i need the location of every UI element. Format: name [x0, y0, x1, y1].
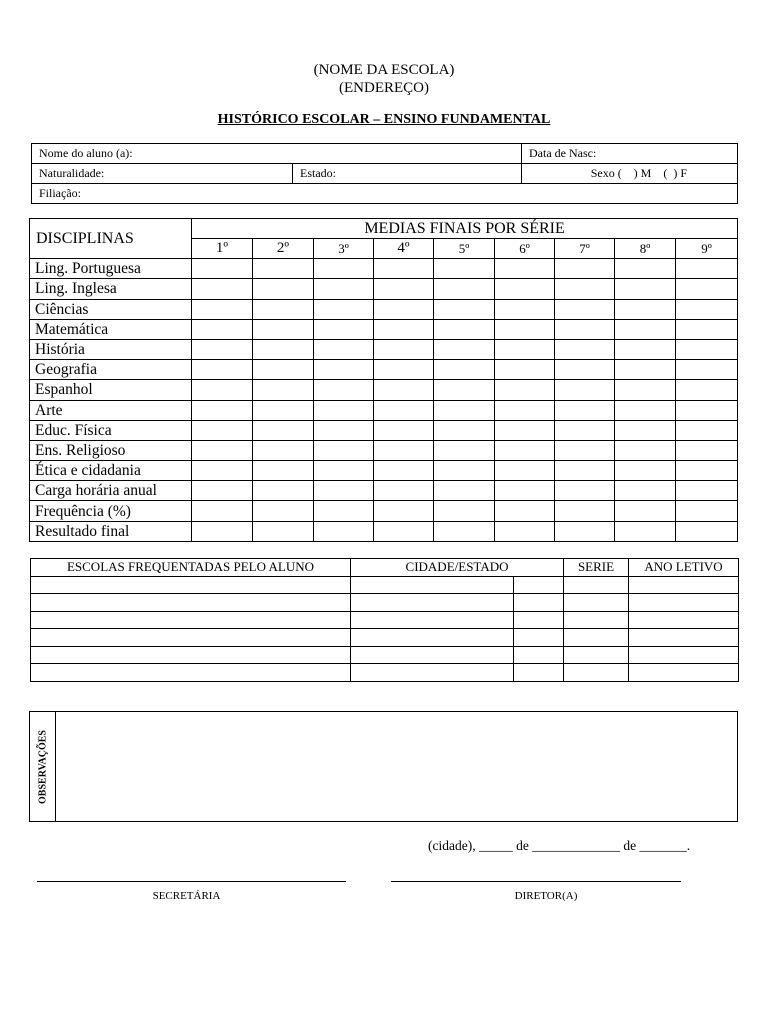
serie-header: 4º [374, 239, 434, 259]
grade-row [30, 299, 738, 319]
grade-row [30, 360, 738, 380]
grade-cell[interactable] [192, 360, 253, 380]
grade-cell[interactable] [434, 259, 495, 279]
grade-cell[interactable] [615, 521, 676, 541]
subject-label: Ciências [30, 299, 192, 319]
grade-cell[interactable] [615, 420, 676, 440]
grade-cell[interactable] [374, 501, 434, 521]
school-cell[interactable] [514, 576, 564, 594]
date-line: (cidade), _____ de _____________ de _______. [428, 838, 691, 853]
grade-cell[interactable] [374, 279, 434, 299]
grade-cell[interactable] [253, 440, 314, 460]
grade-cell[interactable] [676, 461, 738, 481]
secretaria-signature-line[interactable] [37, 881, 346, 882]
grade-cell[interactable] [253, 501, 314, 521]
estado-label: Estado: [300, 166, 336, 180]
grade-cell[interactable] [434, 521, 495, 541]
school-cell[interactable] [351, 629, 514, 647]
school-cell[interactable] [629, 594, 739, 612]
schools-header-ano: ANO LETIVO [629, 559, 739, 577]
grade-cell[interactable] [374, 259, 434, 279]
grade-cell[interactable] [253, 299, 314, 319]
grade-cell[interactable] [434, 380, 495, 400]
grade-cell[interactable] [555, 339, 615, 359]
document-title: HISTÓRICO ESCOLAR – ENSINO FUNDAMENTAL [217, 112, 551, 127]
grade-cell[interactable] [676, 400, 738, 420]
grade-cell[interactable] [434, 481, 495, 501]
school-name: (NOME DA ESCOLA) [313, 62, 455, 78]
serie-header: 7º [555, 239, 615, 259]
school-cell[interactable] [564, 646, 629, 664]
school-row [31, 664, 739, 682]
grade-cell[interactable] [615, 259, 676, 279]
grade-cell[interactable] [314, 461, 374, 481]
grade-cell[interactable] [676, 339, 738, 359]
grade-row [30, 420, 738, 440]
serie-header: 8º [615, 239, 676, 259]
grade-cell[interactable] [253, 279, 314, 299]
grade-cell[interactable] [192, 319, 253, 339]
grade-cell[interactable] [555, 420, 615, 440]
student-name-field[interactable] [32, 144, 522, 164]
school-cell[interactable] [31, 629, 351, 647]
grade-cell[interactable] [434, 339, 495, 359]
school-cell[interactable] [351, 646, 514, 664]
grade-cell[interactable] [314, 360, 374, 380]
grade-row [30, 481, 738, 501]
grade-cell[interactable] [676, 521, 738, 541]
filiacao-label: Filiação: [39, 186, 81, 200]
grade-cell[interactable] [192, 259, 253, 279]
grade-cell[interactable] [192, 279, 253, 299]
birth-date-label: Data de Nasc: [529, 146, 597, 160]
grade-cell[interactable] [434, 501, 495, 521]
school-row [31, 629, 739, 647]
grade-cell[interactable] [253, 420, 314, 440]
serie-header: 9º [676, 239, 738, 259]
grade-cell[interactable] [555, 501, 615, 521]
grade-cell[interactable] [374, 299, 434, 319]
grade-cell[interactable] [374, 360, 434, 380]
schools-header-cidade: CIDADE/ESTADO [351, 559, 564, 577]
grade-cell[interactable] [555, 380, 615, 400]
grade-cell[interactable] [495, 339, 555, 359]
subject-label: Ling. Portuguesa [30, 259, 192, 279]
secretaria-label: SECRETÁRIA [152, 890, 221, 902]
grade-row [30, 339, 738, 359]
grade-cell[interactable] [253, 481, 314, 501]
grade-cell[interactable] [615, 299, 676, 319]
grade-cell[interactable] [374, 440, 434, 460]
diretor-signature-line[interactable] [391, 881, 681, 882]
school-cell[interactable] [629, 629, 739, 647]
grade-cell[interactable] [192, 380, 253, 400]
school-cell[interactable] [629, 646, 739, 664]
serie-header: 1º [192, 239, 253, 259]
grade-cell[interactable] [615, 461, 676, 481]
grade-cell[interactable] [555, 440, 615, 460]
grade-cell[interactable] [192, 420, 253, 440]
grade-cell[interactable] [615, 501, 676, 521]
school-cell[interactable] [351, 664, 514, 682]
grade-cell[interactable] [374, 521, 434, 541]
subject-label: Matemática [30, 319, 192, 339]
grade-cell[interactable] [555, 360, 615, 380]
subject-label: Ética e cidadania [30, 461, 192, 481]
grade-cell[interactable] [676, 420, 738, 440]
grade-cell[interactable] [314, 259, 374, 279]
school-cell[interactable] [564, 594, 629, 612]
grade-cell[interactable] [253, 400, 314, 420]
grade-cell[interactable] [495, 481, 555, 501]
school-cell[interactable] [31, 594, 351, 612]
grade-cell[interactable] [555, 481, 615, 501]
observations-label: OBSERVAÇÕES [37, 730, 49, 804]
school-cell[interactable] [31, 646, 351, 664]
grade-cell[interactable] [555, 319, 615, 339]
grade-cell[interactable] [495, 400, 555, 420]
grade-cell[interactable] [615, 380, 676, 400]
grade-cell[interactable] [676, 501, 738, 521]
grade-cell[interactable] [374, 461, 434, 481]
grade-cell[interactable] [192, 481, 253, 501]
serie-header: 6º [495, 239, 555, 259]
grade-row [30, 461, 738, 481]
schools-header-serie: SERIE [564, 559, 629, 577]
subject-label: Espanhol [30, 380, 192, 400]
grade-cell[interactable] [615, 440, 676, 460]
school-cell[interactable] [564, 629, 629, 647]
grade-cell[interactable] [676, 299, 738, 319]
grade-cell[interactable] [495, 521, 555, 541]
grade-cell[interactable] [615, 319, 676, 339]
grade-cell[interactable] [434, 400, 495, 420]
grade-cell[interactable] [676, 279, 738, 299]
schools-header-escolas: ESCOLAS FREQUENTADAS PELO ALUNO [31, 559, 351, 577]
school-cell[interactable] [31, 576, 351, 594]
school-cell[interactable] [514, 611, 564, 629]
school-cell[interactable] [351, 576, 514, 594]
grade-cell[interactable] [314, 380, 374, 400]
subject-label: Educ. Física [30, 420, 192, 440]
grade-cell[interactable] [495, 279, 555, 299]
school-cell[interactable] [514, 629, 564, 647]
grade-cell[interactable] [495, 360, 555, 380]
serie-header: 5º [434, 239, 495, 259]
sexo-label: Sexo ( ) M ( ) F [590, 166, 688, 180]
school-cell[interactable] [514, 646, 564, 664]
birth-date-field[interactable] [522, 144, 738, 164]
naturalidade-field[interactable] [32, 164, 293, 184]
school-cell[interactable] [629, 611, 739, 629]
grade-cell[interactable] [495, 299, 555, 319]
grade-cell[interactable] [676, 360, 738, 380]
subject-label: Carga horária anual [30, 481, 192, 501]
grade-cell[interactable] [615, 400, 676, 420]
grade-cell[interactable] [314, 319, 374, 339]
grade-cell[interactable] [434, 360, 495, 380]
grade-cell[interactable] [253, 339, 314, 359]
grade-cell[interactable] [253, 319, 314, 339]
school-cell[interactable] [514, 594, 564, 612]
grade-cell[interactable] [434, 420, 495, 440]
grade-cell[interactable] [192, 461, 253, 481]
grade-cell[interactable] [555, 259, 615, 279]
grade-cell[interactable] [192, 501, 253, 521]
grade-cell[interactable] [314, 299, 374, 319]
serie-header: 2º [253, 239, 314, 259]
school-address: (ENDEREÇO) [339, 80, 429, 96]
grade-cell[interactable] [374, 339, 434, 359]
grade-cell[interactable] [555, 521, 615, 541]
grade-row [30, 380, 738, 400]
grade-row [30, 501, 738, 521]
grade-cell[interactable] [615, 279, 676, 299]
disciplinas-header: DISCIPLINAS [30, 219, 192, 259]
grade-cell[interactable] [495, 501, 555, 521]
grade-cell[interactable] [314, 339, 374, 359]
grade-cell[interactable] [314, 420, 374, 440]
subject-label: Resultado final [30, 521, 192, 541]
subject-label: Ens. Religioso [30, 440, 192, 460]
grade-cell[interactable] [434, 299, 495, 319]
grade-row [30, 400, 738, 420]
grade-cell[interactable] [253, 380, 314, 400]
school-cell[interactable] [31, 664, 351, 682]
naturalidade-label: Naturalidade: [39, 166, 105, 180]
grade-cell[interactable] [676, 481, 738, 501]
grade-cell[interactable] [314, 481, 374, 501]
grade-cell[interactable] [495, 461, 555, 481]
school-row [31, 611, 739, 629]
grade-cell[interactable] [253, 461, 314, 481]
grade-cell[interactable] [374, 380, 434, 400]
subject-label: Arte [30, 400, 192, 420]
grade-row [30, 440, 738, 460]
grade-cell[interactable] [495, 420, 555, 440]
grade-row [30, 521, 738, 541]
grade-cell[interactable] [555, 461, 615, 481]
sexo-field[interactable] [522, 164, 738, 184]
grade-cell[interactable] [434, 440, 495, 460]
diretor-label: DIRETOR(A) [514, 890, 578, 902]
grade-cell[interactable] [374, 400, 434, 420]
grade-cell[interactable] [615, 339, 676, 359]
grade-cell[interactable] [374, 319, 434, 339]
grade-row [30, 259, 738, 279]
serie-header: 3º [314, 239, 374, 259]
grade-cell[interactable] [192, 339, 253, 359]
grade-cell[interactable] [495, 380, 555, 400]
grade-cell[interactable] [495, 259, 555, 279]
grade-cell[interactable] [555, 299, 615, 319]
grade-cell[interactable] [192, 299, 253, 319]
school-cell[interactable] [629, 664, 739, 682]
grade-cell[interactable] [253, 360, 314, 380]
observations-side [30, 712, 56, 821]
school-cell[interactable] [629, 576, 739, 594]
grade-cell[interactable] [374, 481, 434, 501]
subject-label: Frequência (%) [30, 501, 192, 521]
grade-cell[interactable] [495, 319, 555, 339]
school-cell[interactable] [351, 611, 514, 629]
grade-cell[interactable] [192, 440, 253, 460]
subject-label: Ling. Inglesa [30, 279, 192, 299]
grade-cell[interactable] [253, 521, 314, 541]
estado-field[interactable] [293, 164, 522, 184]
school-cell[interactable] [514, 664, 564, 682]
subject-label: Geografia [30, 360, 192, 380]
grade-cell[interactable] [434, 279, 495, 299]
grade-cell[interactable] [192, 521, 253, 541]
student-name-label: Nome do aluno (a): [39, 146, 133, 160]
school-row [31, 594, 739, 612]
school-cell[interactable] [564, 576, 629, 594]
grade-cell[interactable] [253, 259, 314, 279]
grade-cell[interactable] [374, 420, 434, 440]
grade-row [30, 319, 738, 339]
school-row [31, 646, 739, 664]
grade-row [30, 279, 738, 299]
grade-cell[interactable] [615, 360, 676, 380]
grade-cell[interactable] [615, 481, 676, 501]
grade-cell[interactable] [555, 400, 615, 420]
schools-table [30, 558, 739, 682]
student-info-table [31, 143, 738, 204]
grade-cell[interactable] [434, 461, 495, 481]
grades-table [29, 218, 738, 542]
grade-cell[interactable] [676, 440, 738, 460]
grade-cell[interactable] [555, 279, 615, 299]
grade-cell[interactable] [314, 400, 374, 420]
school-cell[interactable] [351, 594, 514, 612]
school-cell[interactable] [31, 611, 351, 629]
grade-cell[interactable] [314, 279, 374, 299]
subject-label: História [30, 339, 192, 359]
grade-cell[interactable] [676, 380, 738, 400]
grade-cell[interactable] [495, 440, 555, 460]
grade-cell[interactable] [434, 319, 495, 339]
observations-box[interactable] [29, 711, 738, 822]
grade-cell[interactable] [314, 501, 374, 521]
grade-cell[interactable] [314, 521, 374, 541]
filiacao-field[interactable] [32, 184, 738, 204]
school-cell[interactable] [564, 611, 629, 629]
medias-finais-header: MEDIAS FINAIS POR SÉRIE [192, 219, 738, 239]
grade-cell[interactable] [314, 440, 374, 460]
school-row [31, 576, 739, 594]
school-cell[interactable] [564, 664, 629, 682]
grade-cell[interactable] [676, 259, 738, 279]
grade-cell[interactable] [676, 319, 738, 339]
grade-cell[interactable] [192, 400, 253, 420]
